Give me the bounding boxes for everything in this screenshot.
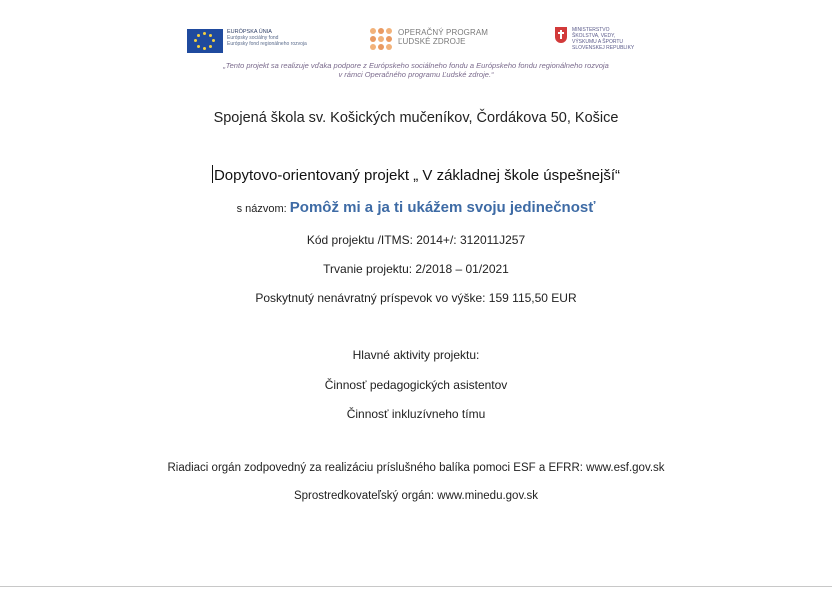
activities-heading: Hlavné aktivity projektu: (352, 348, 480, 362)
page-bottom-rule (0, 586, 832, 587)
project-grant: Poskytnutý nenávratný príspevok vo výške: 159 115,50 EUR (255, 291, 577, 305)
ministry-line3: VÝSKUMU A ŠPORTU (572, 39, 624, 45)
project-code: Kód projektu /ITMS: 2014+/: 312011J257 (306, 233, 526, 247)
ministry-line4: SLOVENSKEJ REPUBLIKY (572, 45, 635, 51)
project-duration: Trvanie projektu: 2/2018 – 01/2021 (323, 262, 509, 276)
eu-funding-note (0, 61, 832, 79)
project-title-line (0, 165, 832, 184)
eu-flag-icon (187, 29, 223, 53)
eu-logo-line3: Európsky fond regionálneho rozvoja (227, 41, 307, 47)
slovak-coat-of-arms-icon (555, 27, 567, 43)
text-cursor (212, 165, 213, 183)
project-title: Dopytovo-orientovaný projekt „ V základnej škole úspešnejší“ (213, 167, 621, 184)
eu-logo-title: EURÓPSKA ÚNIA (227, 29, 272, 35)
eu-funding-note-line1: „Tento projekt sa realizuje vďaka podpore z Európskeho sociálneho fondu a Európskeho fondu regionálneho rozvoja (223, 61, 609, 70)
eu-logo-line2: Európsky sociálny fond (227, 35, 279, 41)
activity-item: Činnosť pedagogických asistentov (324, 378, 508, 392)
logo-header (0, 0, 832, 80)
eu-logo (187, 29, 317, 53)
op-ludske-zdroje-logo (370, 28, 488, 50)
managing-body: Riadiaci orgán zodpovedný za realizáciu príslušného balíka pomoci ESF a EFRR: www.esf.gov.sk (167, 462, 665, 474)
ministry-logo (555, 27, 636, 51)
ministry-line1: MINISTERSTVO (572, 27, 610, 33)
school-name: Spojená škola sv. Košických mučeníkov, Čordákova 50, Košice (213, 110, 619, 126)
project-name: Pomôž mi a ja ti ukážem svoju jedinečnosť (289, 199, 596, 216)
op-dots-icon (370, 28, 392, 50)
intermediate-body: Sprostredkovateľský orgán: www.minedu.gov.sk (293, 490, 539, 502)
op-logo-line1: OPERAČNÝ PROGRAM (398, 28, 489, 37)
eu-funding-note-line2: v rámci Operačného programu Ľudské zdroje.“ (338, 70, 494, 79)
project-name-line (0, 199, 832, 216)
project-name-prefix: s názvom: (236, 203, 287, 215)
op-logo-line2: ĽUDSKÉ ZDROJE (398, 37, 466, 46)
activity-item: Činnosť inkluzívneho tímu (346, 407, 486, 421)
ministry-line2: ŠKOLSTVA, VEDY, (572, 33, 616, 39)
